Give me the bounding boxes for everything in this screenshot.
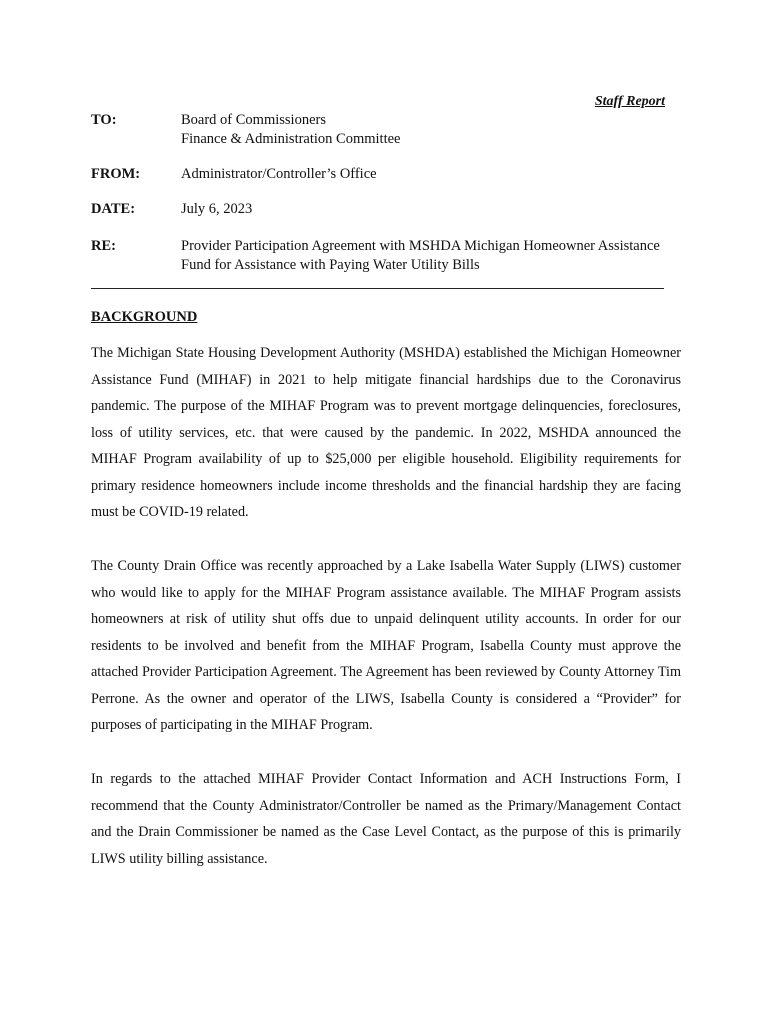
- staff-report-title: Staff Report: [594, 94, 665, 109]
- memo-date-text: July 6, 2023: [181, 201, 253, 217]
- memo-date-value: [181, 200, 701, 219]
- memo-from-label: FROM:: [91, 166, 141, 182]
- background-heading: BACKGROUND: [91, 309, 198, 325]
- background-paragraph-2: The County Drain Office was recently approached by a Lake Isabella Water Supply (LIWS) customer who would like to apply for the MIHAF Program assistance available. The MIHAF Program assists homeowners at risk of utility shut offs due to unpaid delinquent utility accounts. In order for our residents to be involved and benefit from the MIHAF Program, Isabella County must approve the attached Provider Participation Agreement. The Agreement has been reviewed by County Attorney Tim Perrone. As the owner and operator of the LIWS, Isabella County is considered a “Provider” for purposes of participating in the MIHAF Program.: [91, 558, 681, 733]
- memo-from-value: [181, 165, 701, 184]
- memo-from-text: Administrator/Controller’s Office: [181, 166, 377, 182]
- memo-to-value: [181, 111, 701, 149]
- header-divider: [91, 288, 664, 289]
- memo-re-line: Provider Participation Agreement with MSHDA Michigan Homeowner Assistance: [181, 238, 660, 254]
- memo-re-label: RE:: [91, 238, 116, 254]
- memo-to-line: Finance & Administration Committee: [181, 131, 401, 147]
- memo-date-label: DATE:: [91, 201, 136, 217]
- background-paragraph-1: The Michigan State Housing Development Authority (MSHDA) established the Michigan Homeowner Assistance Fund (MIHAF) in 2021 to help mitigate financial hardships due to the Coronavirus pandemic. The purpose of the MIHAF Program was to prevent mortgage delinquencies, foreclosures, loss of utility services, etc. that were caused by the pandemic. In 2022, MSHDA announced the MIHAF Program availability of up to $25,000 per eligible household. Eligibility requirements for primary residence homeowners include income thresholds and the financial hardship they are facing must be COVID-19 related.: [91, 345, 681, 520]
- memo-re-line: Fund for Assistance with Paying Water Utility Bills: [181, 257, 480, 273]
- background-paragraph-3: In regards to the attached MIHAF Provider Contact Information and ACH Instructions Form, I recommend that the County Administrator/Controller be named as the Primary/Management Contact and the Drain Commissioner be named as the Case Level Contact, as the purpose of this is primarily LIWS utility billing assistance.: [91, 771, 681, 867]
- memo-re-value: [181, 237, 701, 275]
- memo-to-label: TO:: [91, 112, 117, 128]
- memo-to-line: Board of Commissioners: [181, 112, 326, 128]
